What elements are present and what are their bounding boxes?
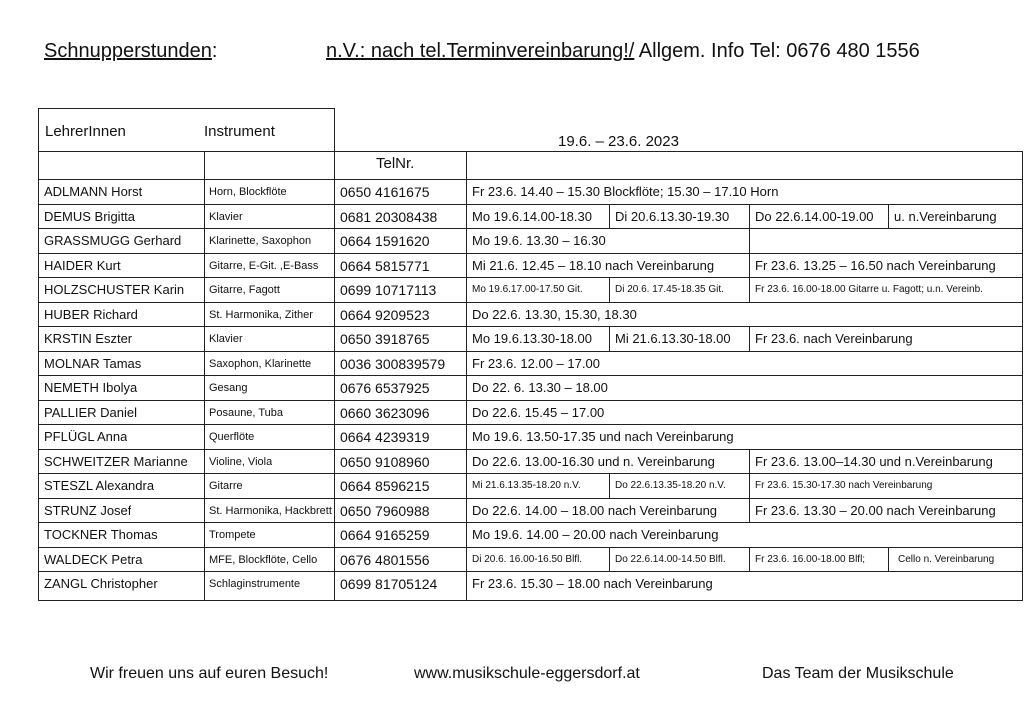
schedule-slot: Do 22. 6. 13.30 – 18.00 (472, 380, 608, 395)
schedule-slot: Mo 19.6.17.00-17.50 Git. (472, 284, 583, 295)
phone-number: 0650 3918765 (340, 331, 430, 347)
schedule-table (38, 108, 1022, 600)
schedule-slot: Mi 21.6.13.30-18.00 (615, 331, 731, 346)
grid-line-vertical (749, 473, 750, 499)
grid-line-vertical (609, 473, 610, 499)
teacher-name: GRASSMUGG Gerhard (44, 233, 182, 248)
phone-number: 0699 81705124 (340, 576, 438, 592)
grid-line-vertical (609, 547, 610, 572)
schedule-slot: Fr 23.6. 15.30 – 18.00 nach Vereinbarung (472, 576, 713, 591)
phone-number: 0664 9165259 (340, 527, 430, 543)
teacher-name: NEMETH Ibolya (44, 380, 138, 395)
instrument: St. Harmonika, Zither (209, 309, 313, 321)
grid-line-vertical (749, 228, 750, 254)
teacher-name: STRUNZ Josef (44, 503, 132, 518)
phone-number: 0660 3623096 (340, 405, 430, 421)
phone-number: 0650 9108960 (340, 454, 430, 470)
grid-line-vertical (749, 204, 750, 229)
title-colon: : (211, 40, 218, 62)
schedule-slot: Fr 23.6. 15.30-17.30 nach Vereinbarung (755, 480, 933, 491)
schedule-slot: Di 20.6. 17.45-18.35 Git. (615, 284, 724, 295)
teacher-name: ZANGL Christopher (44, 576, 158, 591)
teacher-name: DEMUS Brigitta (44, 209, 136, 224)
teacher-name: PFLÜGL Anna (44, 429, 128, 444)
schedule-slot: Fr 23.6. 12.00 – 17.00 (472, 356, 600, 371)
schedule-slot: Do 22.6.13.35-18.20 n.V. (615, 480, 726, 491)
instrument: Gitarre (209, 480, 243, 492)
instrument: St. Harmonika, Hackbrett (209, 505, 332, 517)
appointment-note: n.V.: nach tel.Terminvereinbarung!/ (326, 40, 635, 62)
date-range: 19.6. – 23.6. 2023 (558, 133, 679, 150)
schedule-slot: Do 22.6.14.00-14.50 Blfl. (615, 554, 726, 565)
grid-line-vertical (749, 277, 750, 303)
schedule-slot: Mo 19.6.14.00-18.30 (472, 209, 592, 224)
teacher-name: HUBER Richard (44, 307, 138, 322)
teacher-name: WALDECK Petra (44, 552, 143, 567)
instrument: Saxophon, Klarinette (209, 358, 312, 370)
schedule-slot: Mo 19.6. 14.00 – 20.00 nach Vereinbarung (472, 527, 719, 542)
instrument: Schlaginstrumente (209, 578, 301, 590)
grid-line-vertical (466, 151, 467, 601)
schedule-slot: Di 20.6. 16.00-16.50 Blfl. (472, 554, 583, 565)
grid-line-vertical (204, 151, 205, 601)
teacher-name: KRSTIN Eszter (44, 331, 133, 346)
grid-line-horizontal (38, 108, 335, 109)
grid-line-vertical (888, 204, 889, 229)
grid-line-vertical (749, 253, 750, 278)
instrument: Klavier (209, 211, 243, 223)
grid-line-vertical (609, 277, 610, 303)
phone-number: 0650 7960988 (340, 503, 430, 519)
schedule-slot: Do 22.6.14.00-19.00 (755, 209, 874, 224)
grid-line-vertical (749, 547, 750, 572)
teacher-name: SCHWEITZER Marianne (44, 454, 188, 469)
grid-line-vertical (888, 547, 889, 572)
grid-line-vertical (609, 326, 610, 352)
teacher-name: HAIDER Kurt (44, 258, 121, 273)
instrument: Horn, Blockflöte (209, 186, 287, 198)
instrument: Trompete (209, 529, 256, 541)
footer-greeting: Wir freuen uns auf euren Besuch! (90, 665, 329, 682)
col-header-teacher: LehrerInnen (45, 123, 126, 140)
phone-number: 0664 1591620 (340, 233, 430, 249)
grid-line-horizontal (38, 151, 1023, 152)
contact-note (326, 40, 920, 63)
phone-number: 0664 9209523 (340, 307, 430, 323)
schedule-slot: Mi 21.6.13.35-18.20 n.V. (472, 480, 581, 491)
schedule-slot: Fr 23.6. 13.30 – 20.00 nach Vereinbarung (755, 503, 996, 518)
phone-number: 0676 4801556 (340, 552, 430, 568)
instrument: MFE, Blockflöte, Cello (209, 554, 318, 566)
instrument: Violine, Viola (209, 456, 273, 468)
phone-number: 0664 5815771 (340, 258, 430, 274)
phone-number: 0664 8596215 (340, 478, 430, 494)
schedule-slot: Mo 19.6.13.30-18.00 (472, 331, 592, 346)
grid-line-vertical (38, 108, 39, 601)
schedule-slot: Do 22.6. 15.45 – 17.00 (472, 405, 605, 420)
grid-line-vertical (609, 204, 610, 229)
schedule-slot: Fr 23.6. 16.00-18.00 Blfl; (755, 554, 866, 565)
phone-number: 0676 6537925 (340, 380, 430, 396)
instrument: Posaune, Tuba (209, 407, 284, 419)
instrument: Querflöte (209, 431, 255, 443)
grid-line-horizontal (38, 600, 1023, 601)
instrument: Klavier (209, 333, 243, 345)
schedule-slot: u. n.Vereinbarung (894, 209, 997, 224)
footer-team: Das Team der Musikschule (762, 665, 954, 682)
schedule-slot: Do 22.6. 14.00 – 18.00 nach Vereinbarung (472, 503, 718, 518)
title-label: Schnupperstunden (44, 40, 212, 62)
grid-line-vertical (749, 498, 750, 523)
schedule-slot: Mi 21.6. 12.45 – 18.10 nach Vereinbarung (472, 258, 715, 273)
grid-line-vertical (334, 108, 335, 601)
instrument: Gitarre, Fagott (209, 284, 280, 296)
schedule-slot: Di 20.6.13.30-19.30 (615, 209, 730, 224)
page-title (44, 40, 217, 63)
col-header-instrument: Instrument (204, 123, 275, 140)
schedule-slot: Do 22.6. 13.00-16.30 und n. Vereinbarung (472, 454, 715, 469)
teacher-name: TOCKNER Thomas (44, 527, 158, 542)
schedule-slot: Fr 23.6. 13.00–14.30 und n.Vereinbarung (755, 454, 993, 469)
phone-number: 0650 4161675 (340, 184, 430, 200)
instrument: Gitarre, E-Git. ,E-Bass (209, 260, 319, 272)
phone-number: 0681 20308438 (340, 209, 438, 225)
grid-line-vertical (749, 449, 750, 474)
schedule-slot: Fr 23.6. nach Vereinbarung (755, 331, 913, 346)
col-header-phone: TelNr. (376, 155, 415, 172)
footer-website[interactable]: www.musikschule-eggersdorf.at (414, 665, 640, 682)
schedule-slot: Cello n. Vereinbarung (898, 554, 995, 565)
teacher-name: MOLNAR Tamas (44, 356, 142, 371)
phone-number: 0699 10717113 (340, 282, 437, 298)
grid-line-vertical (749, 326, 750, 352)
schedule-slot: Mo 19.6. 13.50-17.35 und nach Vereinbarung (472, 429, 734, 444)
schedule-slot: Mo 19.6. 13.30 – 16.30 (472, 233, 606, 248)
info-phone: Allgem. Info Tel: 0676 480 1556 (634, 40, 920, 62)
schedule-slot: Do 22.6. 13.30, 15.30, 18.30 (472, 307, 637, 322)
teacher-name: ADLMANN Horst (44, 184, 143, 199)
instrument: Gesang (209, 382, 248, 394)
grid-line-vertical (1022, 151, 1023, 601)
schedule-slot: Fr 23.6. 13.25 – 16.50 nach Vereinbarung (755, 258, 996, 273)
instrument: Klarinette, Saxophon (209, 235, 312, 247)
teacher-name: HOLZSCHUSTER Karin (44, 282, 185, 297)
phone-number: 0664 4239319 (340, 429, 430, 445)
teacher-name: PALLIER Daniel (44, 405, 137, 420)
schedule-slot: Fr 23.6. 14.40 – 15.30 Blockflöte; 15.30 – 17.10 Horn (472, 184, 779, 199)
phone-number: 0036 300839579 (340, 356, 446, 372)
schedule-slot: Fr 23.6. 16.00-18.00 Gitarre u. Fagott; u.n. Vereinb. (755, 284, 983, 295)
teacher-name: STESZL Alexandra (44, 478, 155, 493)
